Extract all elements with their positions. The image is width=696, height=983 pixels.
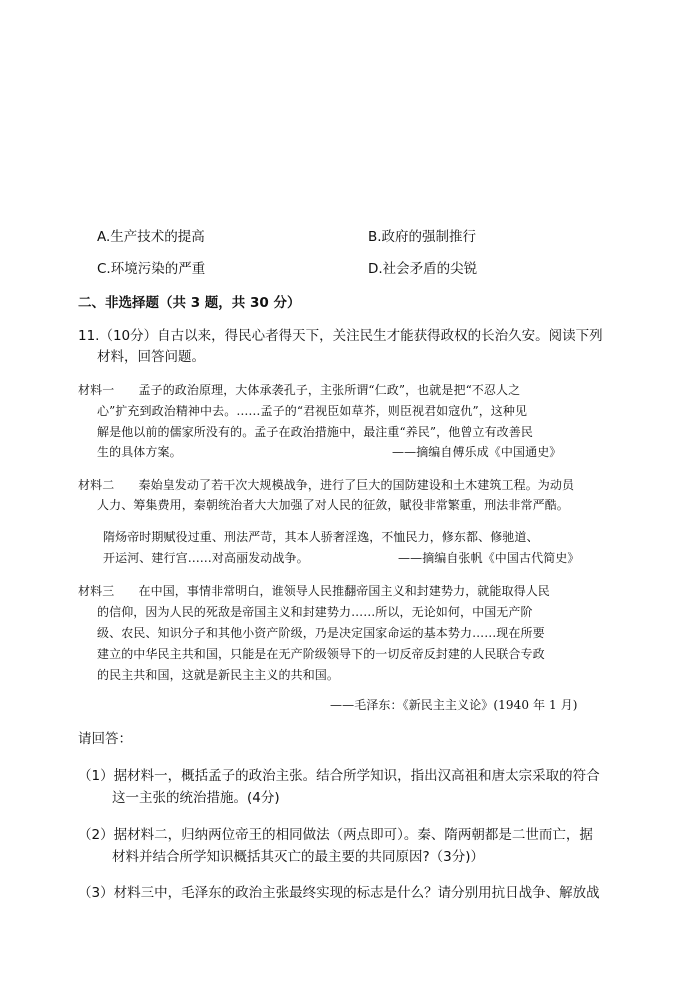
material2-line2: 人力、筹集费用，秦朝统治者大大加强了对人民的征敛，賦役非常繁重，刑法非常严酷。 <box>97 498 569 512</box>
material3-line1: 材料三 在中国，事情非常明白，谁领导人民推翻帝国主义和封建势力，就能取得人民 <box>78 584 550 598</box>
material3-source: ——毛泽东：《新民主主义论》(1940 年 1 月) <box>330 698 578 712</box>
answer-prompt: 请回答： <box>78 731 132 747</box>
material1-line4: 生的具体方案。 <box>97 445 182 459</box>
question-11-stem-line2: 材料，回答问题。 <box>97 349 205 365</box>
material2-source: ——摘编自张帆《中国古代简史》 <box>398 551 580 565</box>
material1-source: ——摘编自傅乐成《中国通史》 <box>392 445 562 459</box>
option-c: C.环境污染的严重 <box>97 261 206 277</box>
subquestion-1-line1: （1）据材料一，概括孟子的政治主张。结合所学知识，指出汉高祖和唐太宗采取的符合 <box>78 768 600 784</box>
question-11-stem-line1: 11.（10分）自古以来，得民心者得天下，关注民生才能获得政权的长治久安。阅读下列 <box>78 328 603 344</box>
material2-line3: 隋炀帝时期赋役过重、刑法严苛，其本人骄奢淫逸，不恤民力，修东都、修驰道、 <box>103 530 539 544</box>
material3-line4: 建立的中华民主共和国，只能是在无产阶级领导下的一切反帝反封建的人民联合专政 <box>97 647 545 661</box>
option-a: A.生产技术的提高 <box>97 229 205 245</box>
material3-line2: 的信仰，因为人民的死敌是帝国主义和封建势力……所以，无论如何，中国无产阶 <box>97 605 533 619</box>
material1-line3: 解是他以前的儒家所没有的。孟子在政治措施中，最注重“养民”，他曾立有改善民 <box>97 425 533 439</box>
material1-line1: 材料一 孟子的政治原理，大体承袭孔子，主张所谓“仁政”，也就是把“不忍人之 <box>78 383 521 397</box>
subquestion-2-line2: 材料并结合所学知识概括其灭亡的最主要的共同原因?（3分)） <box>112 849 485 865</box>
subquestion-3-line1: （3）材料三中，毛泽东的政治主张最终实现的标志是什么？请分别用抗日战争、解放战 <box>78 885 600 901</box>
subquestion-2-line1: （2）据材料二，归纳两位帝王的相同做法（两点即可）。秦、隋两朝都是二世而亡，据 <box>78 827 593 843</box>
material1-line2: 心”扩充到政治精神中去。……孟子的“君视臣如草芥，则臣视君如寇仇”，这种见 <box>97 404 528 418</box>
subquestion-1-line2: 这一主张的统治措施。(4分) <box>112 790 280 806</box>
section-title: 二、非选择题（共 3 题，共 30 分） <box>78 295 301 311</box>
material2-line4: 开运河、建行宫……对高丽发动战争。 <box>103 551 309 565</box>
material2-line1: 材料二 秦始皇发动了若干次大规模战争，进行了巨大的国防建设和土木建筑工程。为动员 <box>78 478 575 492</box>
material3-line5: 的民主共和国，这就是新民主主义的共和国。 <box>97 668 340 682</box>
material3-line3: 级、农民、知识分子和其他小资产阶级，乃是决定国家命运的基本势力……现在所要 <box>97 626 545 640</box>
option-b: B.政府的强制推行 <box>368 229 477 245</box>
option-d: D.社会矛盾的尖锐 <box>368 261 478 277</box>
